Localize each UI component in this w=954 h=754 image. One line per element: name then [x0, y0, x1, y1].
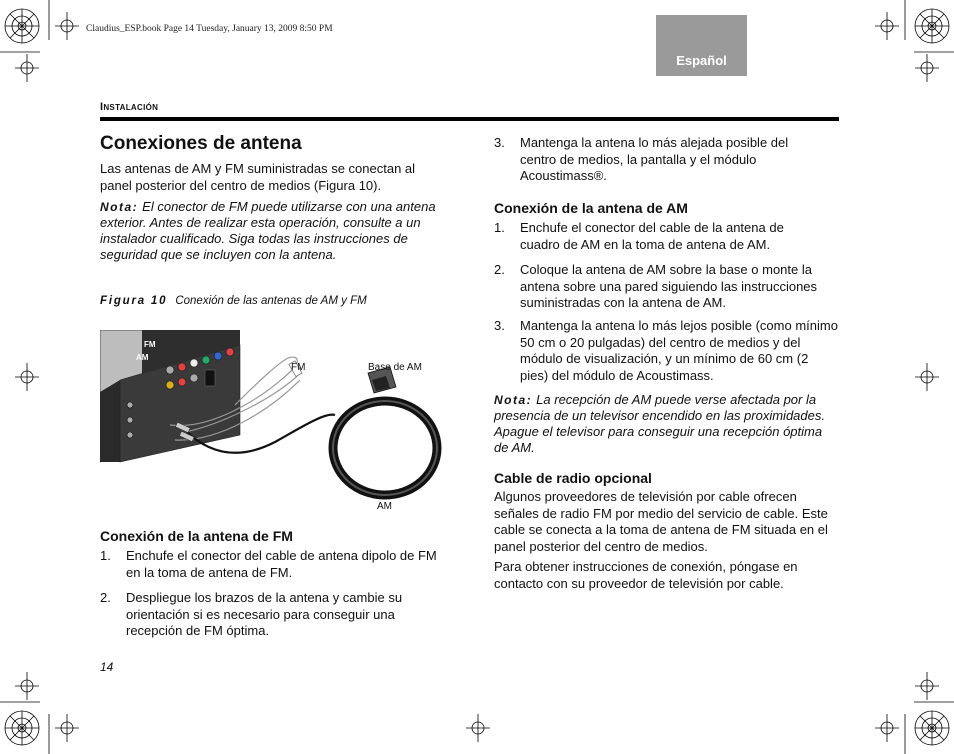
- list-item: [494, 135, 839, 185]
- crosshair-icon: [15, 54, 39, 82]
- list-text: Enchufe el conector del cable de la antena de cuadro de AM en la toma de antena de AM.: [520, 220, 784, 252]
- language-tab: [656, 15, 747, 76]
- am-heading: Conexión de la antena de AM: [494, 200, 688, 216]
- panel-am-label: AM: [136, 353, 149, 362]
- note-am: [494, 392, 839, 456]
- list-number: 1.: [494, 220, 505, 235]
- header-rule: [100, 117, 839, 121]
- am-antenna-label: AM: [377, 501, 392, 512]
- cable-heading: Cable de radio opcional: [494, 470, 652, 486]
- am-base-label: Base de AM: [368, 362, 422, 373]
- list-number: 1.: [100, 548, 111, 563]
- crosshair-icon: [466, 714, 490, 742]
- panel-fm-label: FM: [144, 340, 156, 349]
- fm-antenna-label: FM: [291, 362, 306, 373]
- list-item: [100, 590, 445, 640]
- list-text: Mantenga la antena lo más alejada posible del centro de medios, la pantalla y el módulo Acoustimass®.: [520, 135, 789, 183]
- note-label: Nota:: [494, 393, 533, 407]
- figure-caption: [100, 295, 367, 307]
- intro-paragraph: Las antenas de AM y FM suministradas se conectan al panel posterior del centro de medios (Figura 10).: [100, 161, 416, 193]
- note-text: El conector de FM puede utilizarse con una antena exterior. Antes de realizar esta operación, consulte a un instalador cualificado. Siga todas las instrucciones de seguridad que se incluyen con la antena.: [100, 199, 436, 262]
- note-fm: [100, 199, 445, 263]
- list-text: Coloque la antena de AM sobre la base o monte la antena sobre una pared siguiendo las instrucciones suministradas con la antena de AM.: [520, 262, 818, 310]
- list-number: 3.: [494, 318, 505, 333]
- fm-heading: Conexión de la antena de FM: [100, 528, 293, 544]
- section-header: Instalación: [100, 101, 159, 113]
- list-number: 2.: [494, 262, 505, 277]
- list-number: 3.: [494, 135, 505, 150]
- list-item: [494, 220, 839, 254]
- note-label: Nota:: [100, 200, 139, 214]
- crosshair-icon: [915, 363, 939, 391]
- cable-paragraph-2: Para obtener instrucciones de conexión, póngase en contacto con su proveedor de televisión por cable.: [494, 559, 798, 591]
- page-number: 14: [100, 660, 114, 674]
- note-text: La recepción de AM puede verse afectada por la presencia de un televisor encendido en las proximidades. Apague el televisor para conseguir una recepción óptima de AM.: [494, 392, 825, 455]
- antenna-illustration: [100, 330, 445, 515]
- crosshair-icon: [915, 54, 939, 82]
- crosshair-icon: [875, 12, 899, 40]
- list-item: [100, 548, 445, 582]
- language-tab-label: Español: [676, 53, 727, 68]
- list-text: Mantenga la antena lo más lejos posible (como mínimo 50 cm o 20 pulgadas) del centro de medios y del módulo de visualización, y un mínimo de 60 cm (2 pies) del módulo de Acoustimass.: [520, 318, 838, 383]
- page-title: Conexiones de antena: [100, 133, 302, 154]
- list-text: Despliegue los brazos de la antena y cambie su orientación si es necesario para conseguir una recepción de FM óptima.: [126, 590, 403, 638]
- list-text: Enchufe el conector del cable de antena dipolo de FM en la toma de antena de FM.: [126, 548, 437, 580]
- cable-paragraph-1: Algunos proveedores de televisión por cable ofrecen señales de radio FM por medio del servicio de cable. Este cable se conecta a la toma de antena de FM situada en el panel posterior del centro de medios.: [494, 489, 828, 554]
- crosshair-icon: [15, 363, 39, 391]
- list-item: [494, 318, 839, 386]
- book-info-line: Claudius_ESP.book Page 14 Tuesday, January 13, 2009 8:50 PM: [86, 24, 333, 34]
- crosshair-icon: [875, 714, 899, 742]
- figure-label: Figura 10: [100, 295, 168, 307]
- crosshair-icon: [55, 714, 79, 742]
- list-number: 2.: [100, 590, 111, 605]
- crosshair-icon: [915, 672, 939, 700]
- figure-caption-text: Conexión de las antenas de AM y FM: [175, 295, 367, 307]
- list-item: [494, 262, 839, 312]
- jack-icon: [166, 366, 174, 374]
- crosshair-icon: [55, 12, 79, 40]
- crosshair-icon: [15, 672, 39, 700]
